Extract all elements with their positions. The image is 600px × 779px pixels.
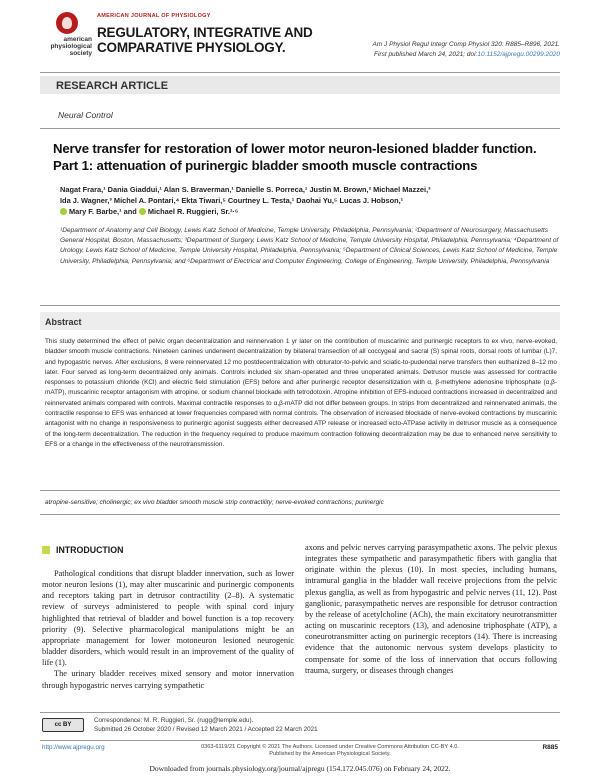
subject-area: Neural Control: [58, 110, 113, 120]
paragraph: Pathological conditions that disrupt bladder innervation, such as lower motor neuron lesions (1), may alter muscarinic and purinergic components and receptors taking part in detrusor contractility (2–8). A systematic review of surveys administered to people with spinal cord injury highlighted that retrieval of bladder and bowel function is a top recovery priority (9). Selective pharmacological manipulations might be an appropriate management for lower motoneuron lesioned neurogenic bladder disorders, which would result in an improvement of the quality of life (1).: [42, 569, 294, 668]
first-published: First published March 24, 2021; doi:: [374, 51, 478, 58]
section-heading-text: INTRODUCTION: [56, 545, 124, 555]
publication-line: [320, 50, 560, 60]
copyright: [185, 744, 475, 758]
header-divider: [40, 72, 560, 73]
citation-line: Am J Physiol Regul Integr Comp Physiol 320: R885–R896, 2021.: [372, 41, 560, 48]
journal-url[interactable]: http://www.ajpregu.org: [42, 744, 105, 751]
article-type: RESEARCH ARTICLE: [56, 80, 169, 92]
footer-rule: [40, 740, 560, 741]
correspondence: [94, 717, 414, 734]
doi-link[interactable]: 10.1152/ajpregu.00299.2020: [477, 51, 560, 58]
aps-logo-icon: [56, 12, 78, 34]
author-line: Ida J. Wagner,³ Michel A. Pontari,⁴ Ekta Tiwari,⁵ Courtney L. Testa,¹ Daohai Yu,⁵ Lucas J. Hobson,¹: [60, 196, 404, 205]
publisher-line: Published by the American Physiological Society.: [269, 751, 391, 757]
keywords-divider: [40, 490, 560, 491]
footer-divider: [40, 712, 560, 713]
author-line: [60, 206, 550, 217]
citation-block: [320, 40, 560, 60]
body-divider: [40, 514, 560, 515]
paragraph: axons and pelvic nerves carrying parasympathetic axons. The pelvic plexus integrates these sympathetic and parasympathetic fibers with ganglia that originate within the plexus (10). In most species, including humans, intramural ganglia in the bladder wall receive projections from the pelvic plexus ganglia, as well as from hypogastric and pelvic nerves (11, 12). Post ganglionic, parasympathetic nerves are responsible for detrusor contraction by the release of acetylcholine (ACh), the main excitatory neurotransmitter acting on muscarinic receptors (13), and adenosine triphosphate (ATP), a coneurotransmitter acting on purinergic receptors (14). There is increasing evidence that the autonomic nervous system develops plasticity to compensate for some of the loss of innervation that occurs following trauma, surgery, or diseases through changes: [305, 543, 557, 675]
abstract-divider: [40, 305, 560, 306]
abstract-heading: Abstract: [45, 317, 82, 327]
submission-dates: Submitted 26 October 2020 / Revised 12 March 2021 / Accepted 22 March 2021: [94, 725, 318, 733]
keywords: atropine-sensitive; cholinergic; ex vivo bladder smooth muscle strip contractility; nerve-evoked contractions; purinergic: [45, 499, 384, 506]
journal-title: REGULATORY, INTEGRATIVE AND COMPARATIVE PHYSIOLOGY.: [97, 25, 313, 55]
cc-license-icon[interactable]: cc BY: [42, 718, 84, 732]
aps-logo-text: american physiological society: [50, 36, 92, 57]
body-column-right: [305, 542, 557, 676]
author-line: Nagat Frara,¹ Dania Giaddui,¹ Alan S. Braverman,¹ Danielle S. Porreca,¹ Justin M. Brown,² Michael Mazzei,³: [60, 185, 431, 194]
paragraph: The urinary bladder receives mixed sensory and motor innervation through hypogastric nerves carrying sympathetic: [42, 669, 294, 690]
author-list: [60, 184, 550, 217]
section-heading-introduction: [42, 545, 123, 555]
affiliations: ¹Department of Anatomy and Cell Biology, Lewis Katz School of Medicine, Temple University, Philadelphia, Pennsylvania; ²Department of Neurosurgery, Massachusetts General Hospital, Boston, Massachusetts; ³Department of Surgery, Lewis Katz School of Medicine, Temple University Hospital, Philadelphia, Pennsylvania; ⁴Department of Urology, Lewis Katz School of Medicine, Temple University Hospital, Philadelphia, Pennsylvania; ⁵Department of Clinical Sciences, Lewis Katz School of Medicine, Temple University, Philadelphia, Pennsylvania; and ⁶Department of Electrical and Computer Engineering, College of Engineering, Temple University, Philadelphia, Pennsylvania: [60, 227, 559, 265]
page-number: R885: [542, 744, 558, 751]
abstract-text: This study determined the effect of pelvic organ decentralization and reinnervation 1 yr later on the contribution of muscarinic and purinergic receptors to ex vivo, nerve-evoked, bladder smooth muscle contractions. Nineteen canines underwent decentralization by bilateral transection of all coccygeal and sacral (S) spinal roots, dorsal roots of lumbar (L)7, and hypogastric nerves. After exclusions, 8 were reinnervated 12 mo postdecentralization with obturator-to-pelvic and sciatic-to-pudendal nerve transfers then euthanized 8–12 mo later. Four served as long-term decentralized only animals. Controls included six sham-operated and three unoperated animals. Detrusor muscle was assessed for contractile responses to potassium chloride (KCl) and electric field stimulation (EFS) before and after purinergic receptor desensitization with α, β-methylene adenosine triphosphate (α,β-mATP), muscarinic receptor antagonism with atropine, or sodium channel blockade with tetrodotoxin. Atropine inhibition of EFS-induced contractions increased in decentralized and reinnervated animals compared with controls. Maximal contractile responses to α,β-mATP did not differ between groups. In strips from decentralized and reinnervated animals, the contractile response to EFS was enhanced at lower frequencies compared with normal controls. The observation of increased blockade of nerve-evoked contractions by muscarinic antagonist with no change in responsiveness to purinergic agonist suggests either decreased ATP release or increased ecto-ATPase activity in detrusor muscle as a consequence of the long-term decentralization. The reduction in the frequency required to produce maximum contraction following decentralization may be due to enhanced nerve sensitivity to EFS or a change in the effectiveness of the neurotransmission.: [45, 338, 557, 448]
aps-logo: [40, 12, 90, 68]
orcid-icon[interactable]: [139, 208, 146, 215]
author-name: Mary F. Barbe,¹ and: [69, 207, 137, 216]
article-title: Nerve transfer for restoration of lower motor neuron-lesioned bladder function. Part 1: attenuation of purinergic bladder smooth muscle contractions: [53, 141, 537, 173]
correspondence-line: Correspondence: M. R. Ruggieri, Sr. (rugg@temple.edu).: [94, 717, 254, 724]
body-column-left: [42, 568, 294, 691]
copyright-line: 0363-6119/21 Copyright © 2021 The Authors. Licensed under Creative Commons Attribution CC-BY 4.0.: [201, 744, 459, 750]
subject-divider: [40, 128, 560, 129]
journal-series: AMERICAN JOURNAL OF PHYSIOLOGY: [97, 13, 211, 19]
orcid-icon[interactable]: [60, 208, 67, 215]
section-marker-icon: [42, 546, 50, 554]
download-note: Downloaded from journals.physiology.org/journal/ajpregu (154.172.045.076) on February 24, 2022.: [149, 764, 451, 773]
author-name: Michael R. Ruggieri, Sr.¹·⁶: [147, 207, 239, 216]
abstract-heading-bar: [40, 312, 560, 330]
